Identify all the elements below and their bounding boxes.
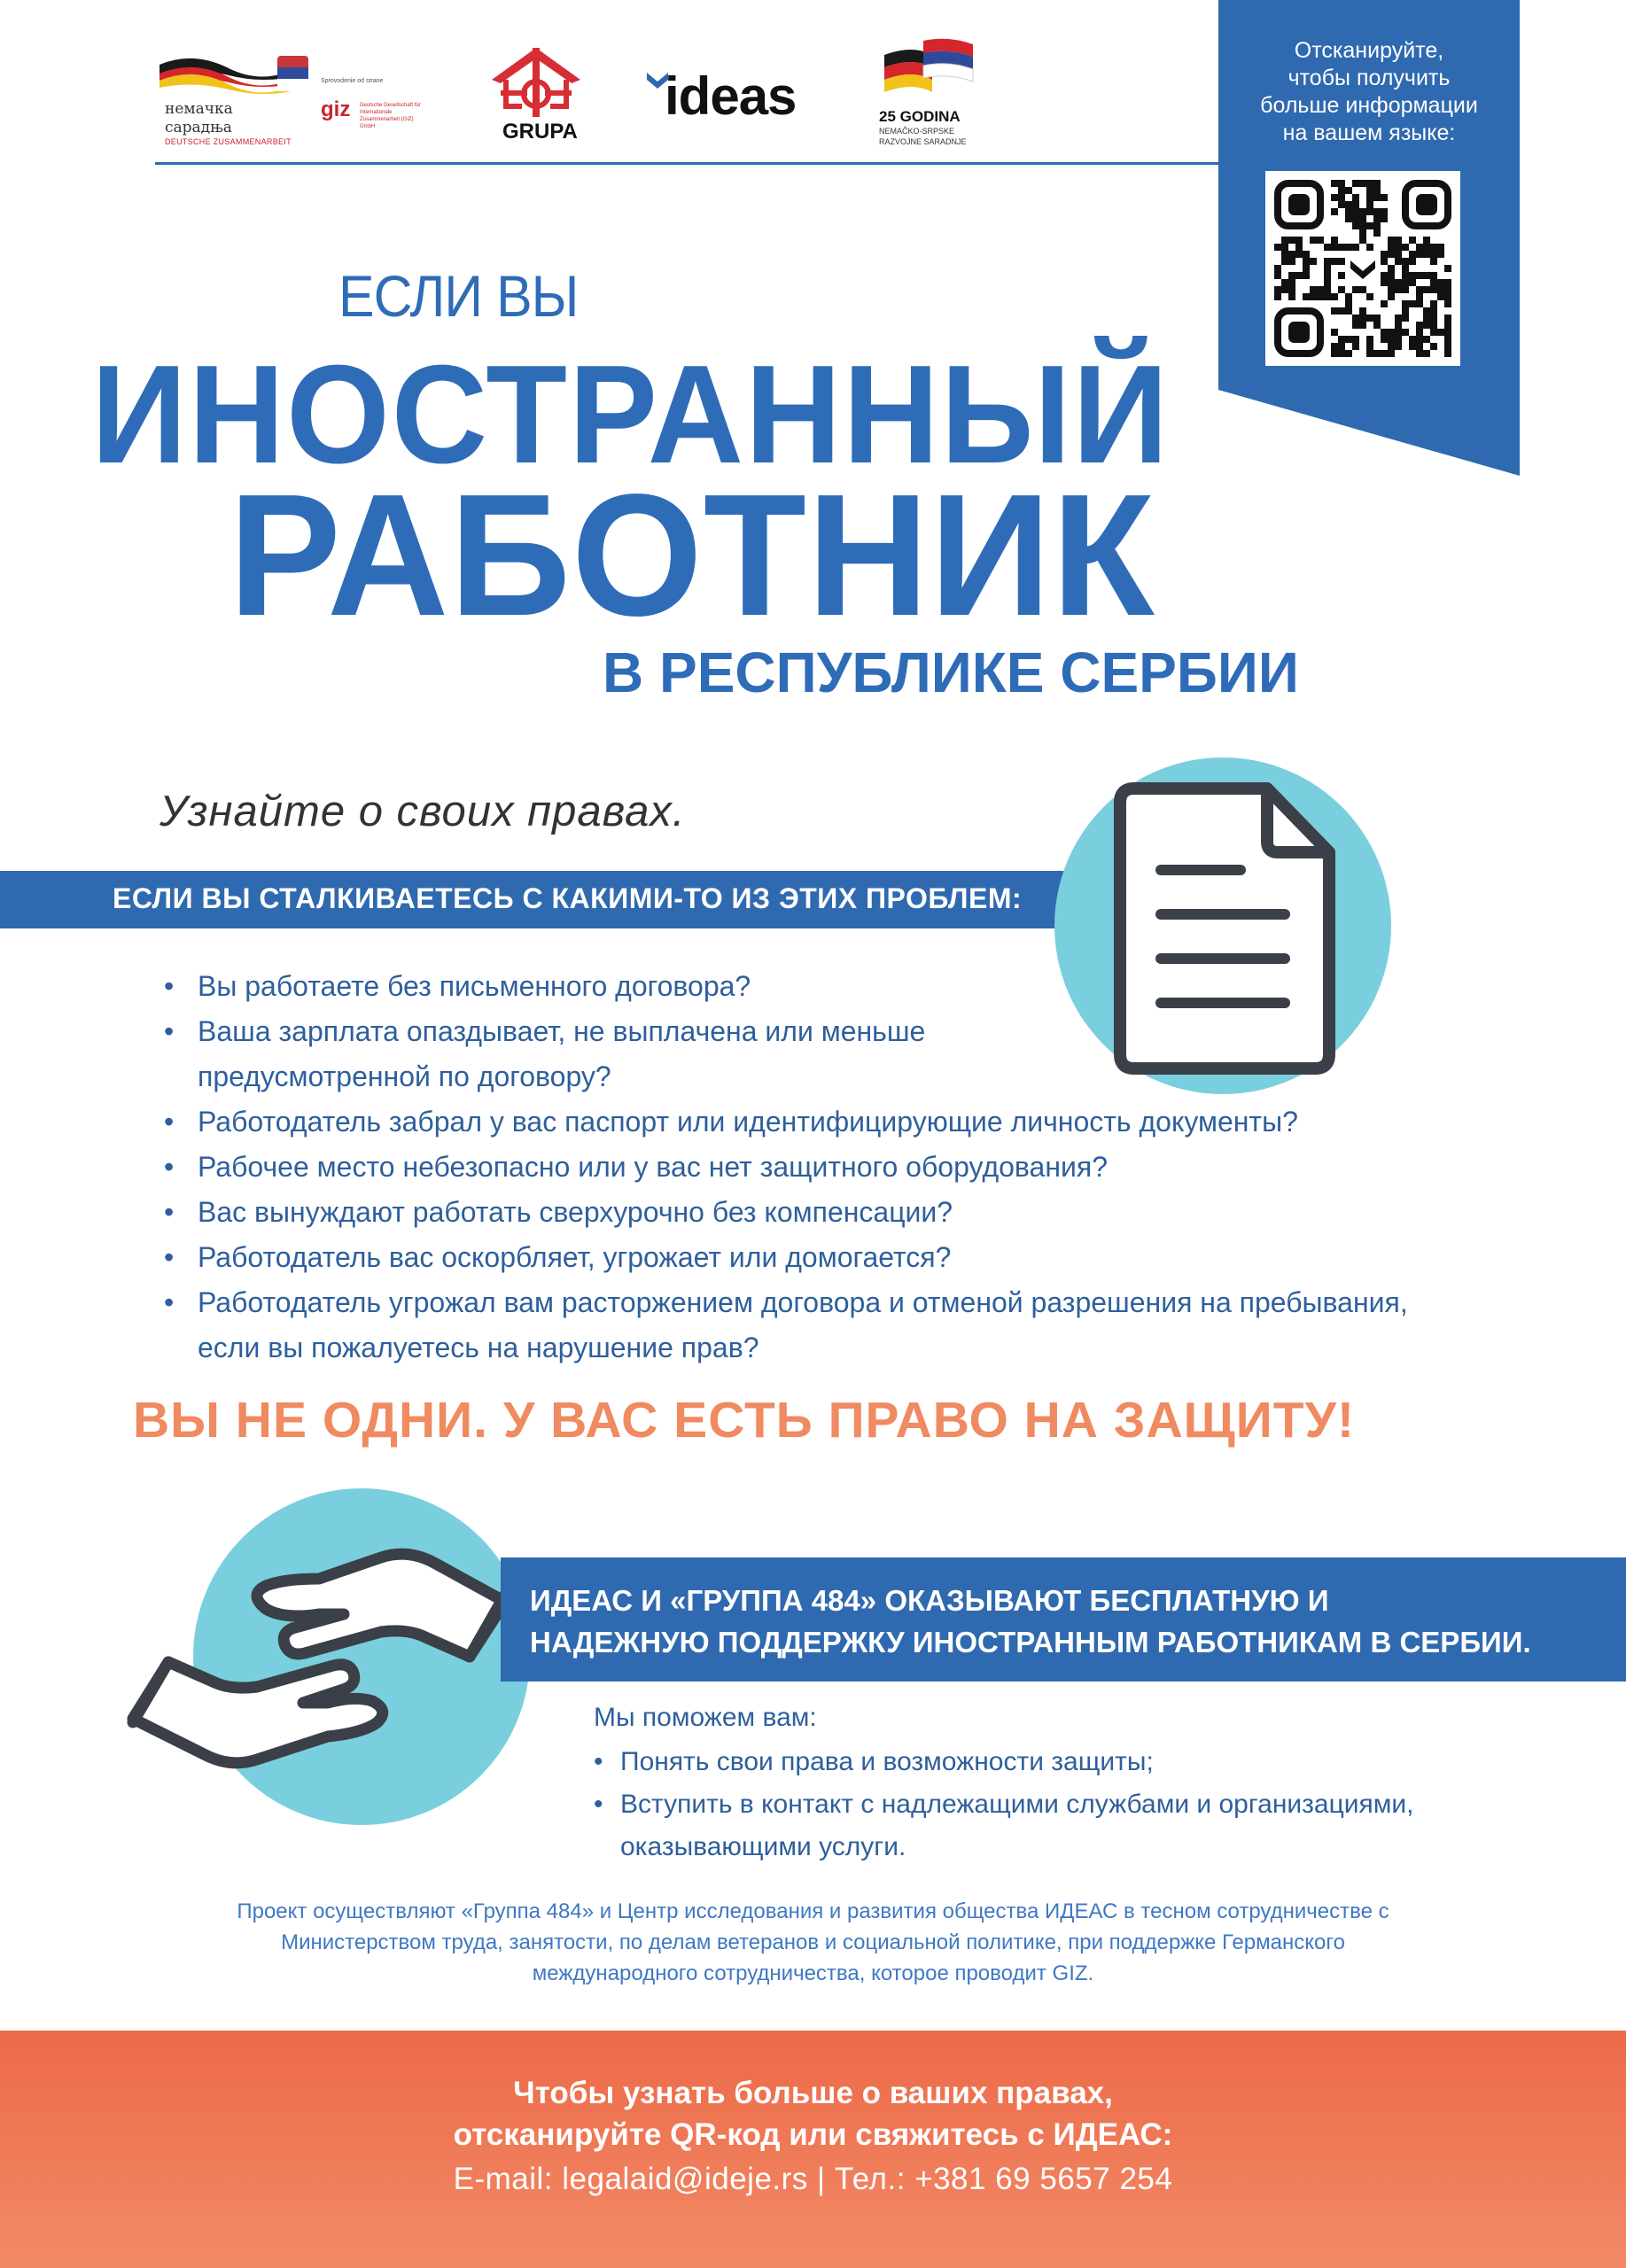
problem-item: • Работодатель забрал у вас паспорт или идентифицирующие личность документы? xyxy=(164,1099,1475,1145)
problem-item: • Рабочее место небезопасно или у вас нет защитного оборудования? xyxy=(164,1145,1475,1190)
footer-line1: Чтобы узнать больше о ваших правах, xyxy=(513,2076,1113,2110)
giz-full-name: Deutsche Gesellschaft für Internationale Zusammenarbeit (GIZ) GmbH xyxy=(360,103,421,129)
problem-item-continuation: если вы пожалуетесь на нарушение прав? xyxy=(198,1332,759,1363)
qr-code-icon xyxy=(1265,171,1460,366)
anniversary-small: NEMAČKO-SRPSKE RAZVOJNE SARADNJE xyxy=(879,127,967,146)
problem-item: • Вы работаете без письменного договора? xyxy=(164,964,1475,1009)
help-intro: Мы поможем вам: xyxy=(594,1703,817,1732)
grupa-484-logo xyxy=(483,44,589,146)
footer-contact[interactable]: E-mail: legalaid@ideje.rs | Тел.: +381 69 5657 254 xyxy=(453,2162,1173,2196)
headline-line3: РАБОТНИК xyxy=(229,458,1155,652)
problems-banner-text: ЕСЛИ ВЫ СТАЛКИВАЕТЕСЬ С КАКИМИ-ТО ИЗ ЭТИХ ПРОБЛЕМ: xyxy=(113,882,1023,914)
slogan: ВЫ НЕ ОДНИ. У ВАС ЕСТЬ ПРАВО НА ЗАЩИТУ! xyxy=(133,1392,1355,1449)
problem-item: • Работодатель вас оскорбляет, угрожает или домогается? xyxy=(164,1235,1475,1280)
headline-line2: ИНОСТРАННЫЙ xyxy=(91,337,1171,493)
help-list xyxy=(594,1741,1586,1868)
help-item-continuation: оказывающими услуги. xyxy=(620,1832,906,1861)
headline-line4: В РЕСПУБЛИКЕ СЕРБИИ xyxy=(603,641,1299,704)
anniversary-logo xyxy=(877,35,992,155)
giz-mark: giz xyxy=(321,97,351,121)
qr-code[interactable] xyxy=(1265,171,1460,366)
problem-item: • Работодатель угрожал вам расторжением договора и отменой разрешения на пребывания, xyxy=(164,1280,1475,1325)
footnote-line3: международного сотрудничества, которое проводит GIZ. xyxy=(532,1961,1094,1985)
nemacka-line1: немачка xyxy=(165,100,233,118)
problems-list xyxy=(164,964,1475,1371)
giz-logo xyxy=(321,78,436,131)
grupa-484-mark-icon xyxy=(483,44,589,120)
grupa-label: GRUPA xyxy=(502,120,578,144)
footnote-line1: Проект осуществляют «Группа 484» и Центр исследования и развития общества ИДЕАС в тесном сотрудничестве с xyxy=(237,1899,1389,1923)
support-banner-text xyxy=(530,1580,1531,1663)
support-banner-line2: НАДЕЖНУЮ ПОДДЕРЖКУ ИНОСТРАННЫМ РАБОТНИКАМ В СЕРБИИ. xyxy=(530,1626,1531,1658)
qr-text-line3: больше информации xyxy=(1260,93,1478,118)
problem-item: • Ваша зарплата опаздывает, не выплачена или меньше xyxy=(164,1009,1475,1054)
qr-text-line1: Отсканируйте, xyxy=(1294,38,1444,63)
anniversary-big: 25 GODINA xyxy=(879,108,961,125)
nemacka-saradnja-logo xyxy=(158,49,317,146)
footer-line2: отсканируйте QR-код или свяжитесь с ИДЕАС: xyxy=(453,2117,1173,2152)
qr-text-line2: чтобы получить xyxy=(1288,66,1451,90)
qr-text-line4: на вашем языке: xyxy=(1282,120,1456,145)
qr-instructions xyxy=(1221,37,1517,147)
problem-item-continuation: предусмотренной по договору? xyxy=(198,1060,611,1092)
nemacka-line3: DEUTSCHE ZUSAMMENARBEIT xyxy=(165,137,292,146)
problem-item: • Вас вынуждают работать сверхурочно без компенсации? xyxy=(164,1190,1475,1235)
ideas-wordmark: ideas xyxy=(665,66,797,126)
flag-ribbon-icon xyxy=(158,49,317,97)
header-divider xyxy=(155,162,1218,165)
help-item: • Вступить в контакт с надлежащими службами и организациями, xyxy=(594,1783,1586,1826)
giz-small-text: Sprovodenie od strane xyxy=(321,78,384,84)
ideas-logo xyxy=(645,66,831,128)
help-item: • Понять свои права и возможности защиты; xyxy=(594,1741,1586,1783)
project-footnote xyxy=(124,1896,1502,1989)
headline-line1: ЕСЛИ ВЫ xyxy=(338,263,579,329)
nemacka-line2: сарадња xyxy=(165,119,232,136)
handshake-icon xyxy=(115,1533,523,1816)
anniversary-flags-icon xyxy=(877,35,984,106)
support-banner-line1: ИДЕАС И «ГРУППА 484» ОКАЗЫВАЮТ БЕСПЛАТНУЮ И xyxy=(530,1584,1329,1617)
subtitle: Узнайте о своих правах. xyxy=(159,788,686,835)
footnote-line2: Министерством труда, занятости, по делам ветеранов и социальной политике, при поддержке Германского xyxy=(281,1930,1345,1954)
